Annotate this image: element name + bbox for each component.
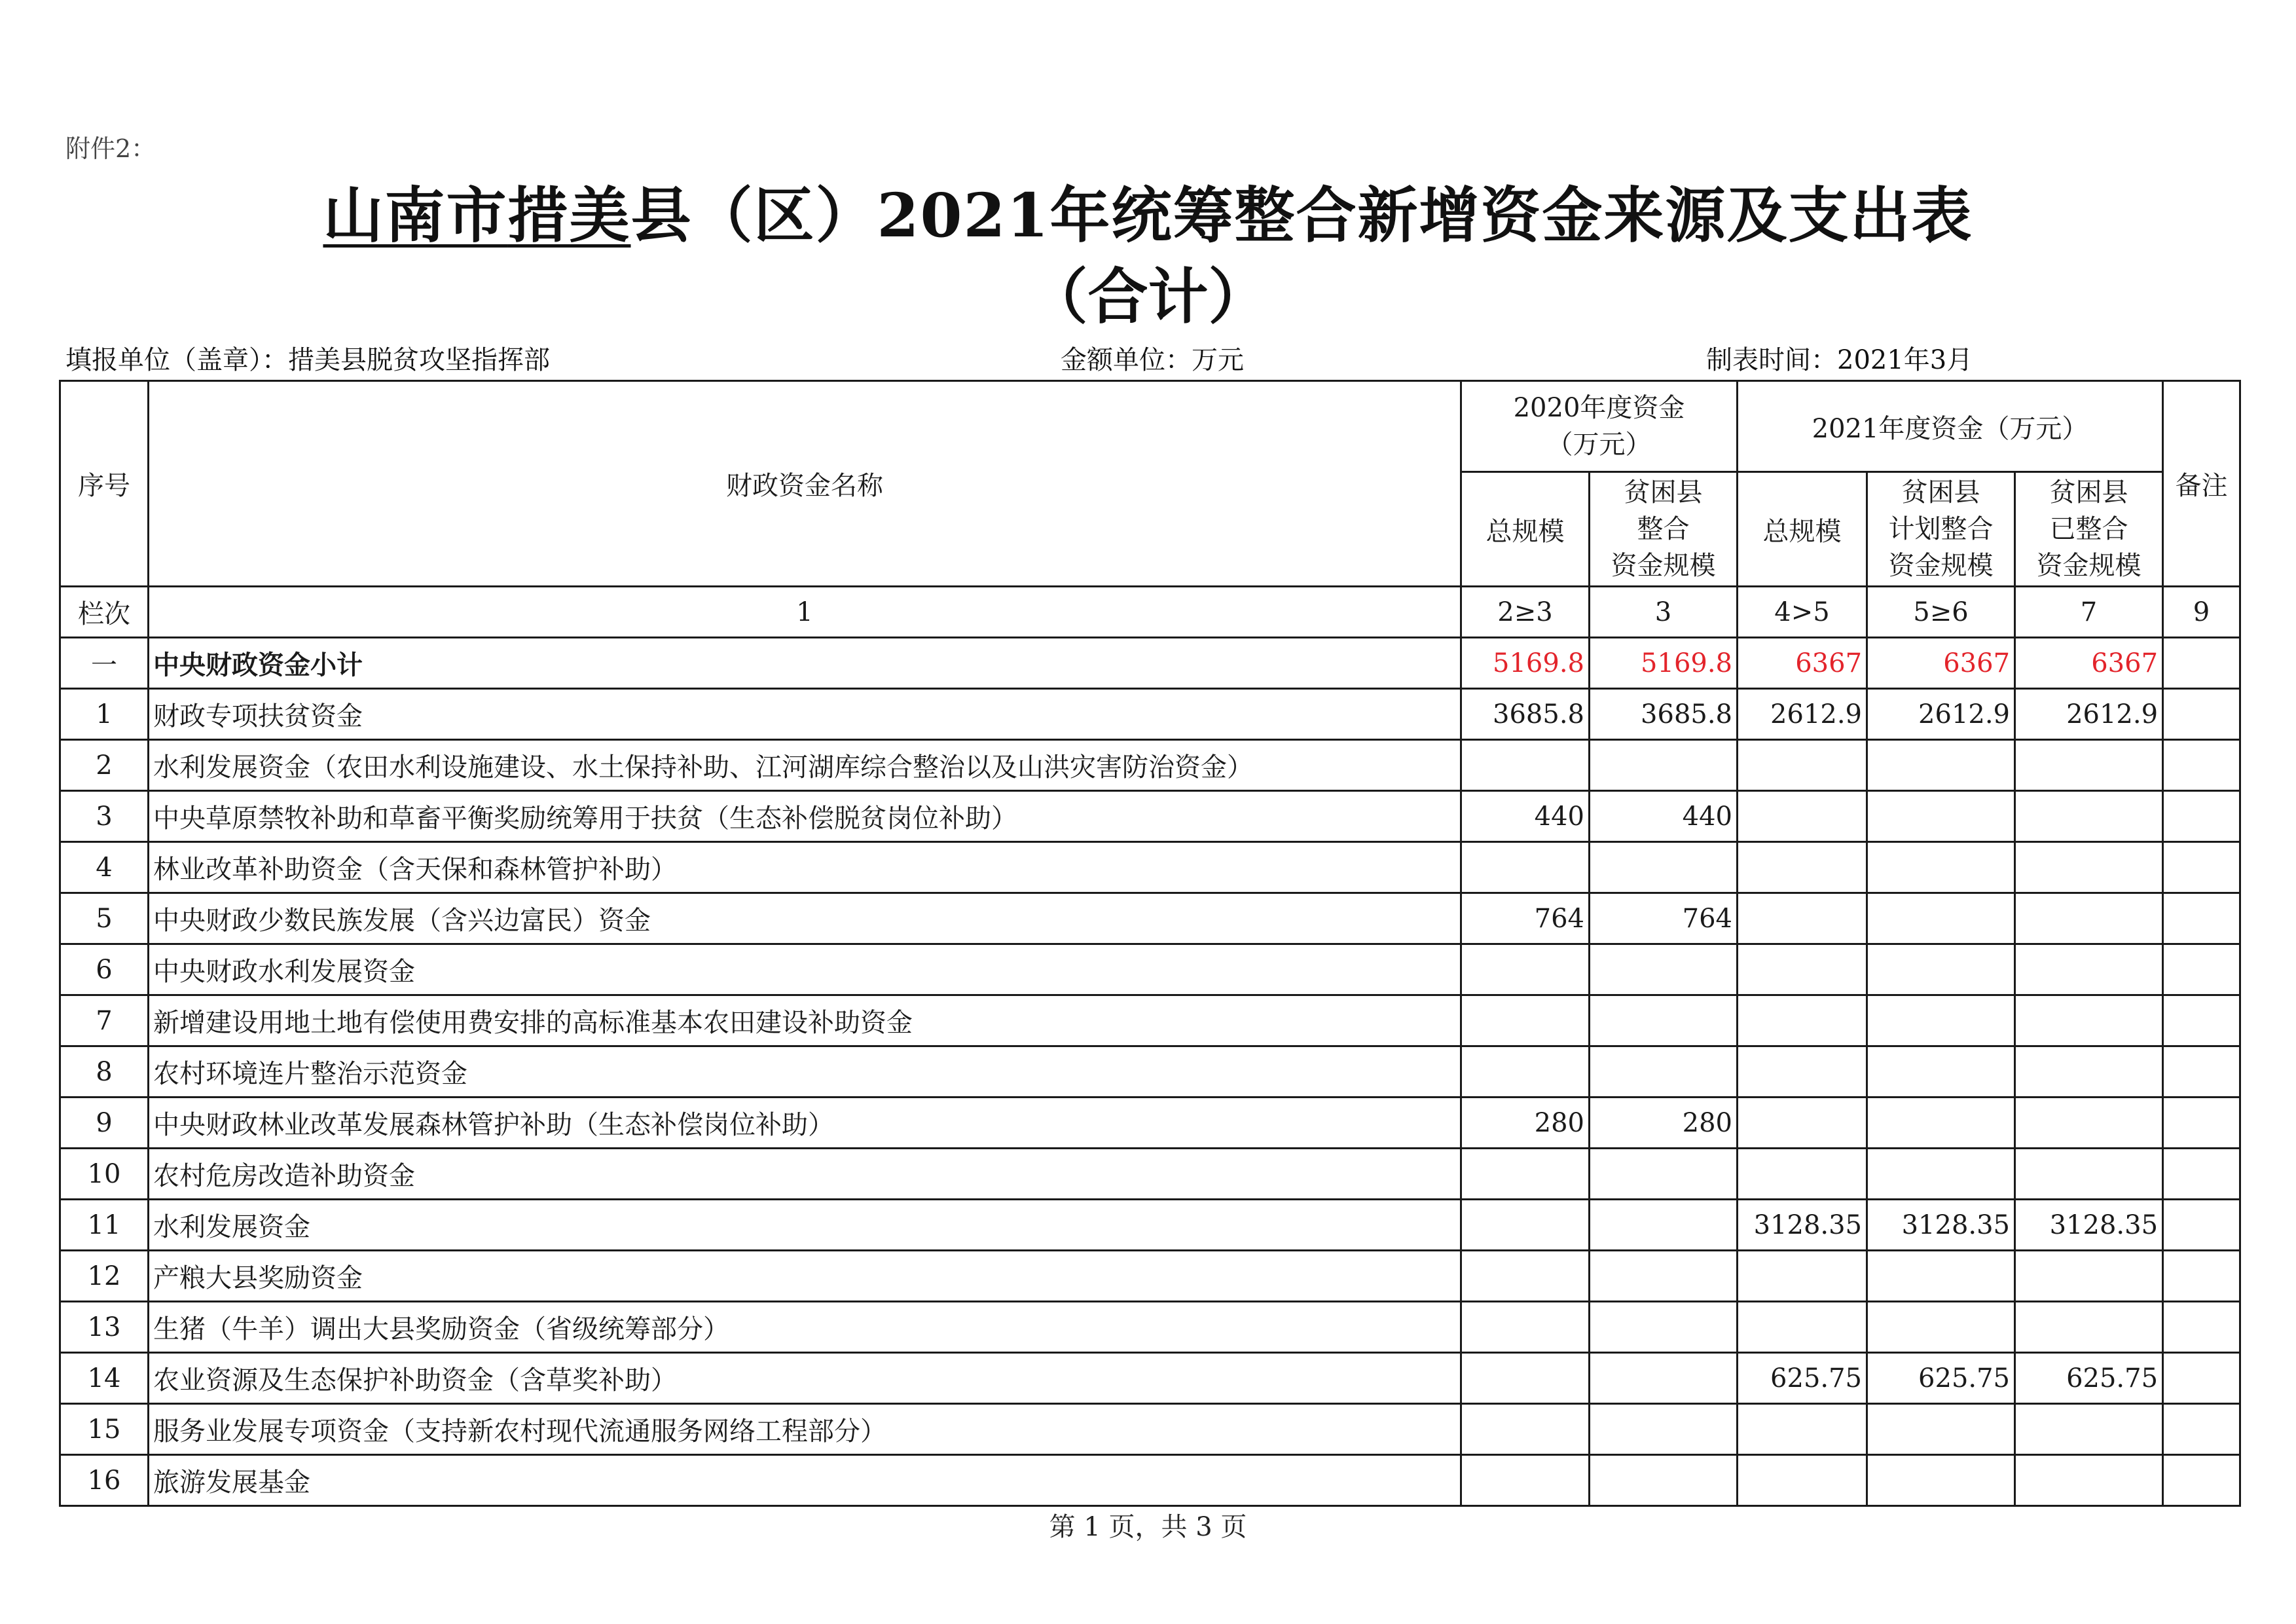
row-total-2021 bbox=[1738, 842, 1867, 893]
row-seq: 16 bbox=[60, 1455, 149, 1506]
header-seq: 序号 bbox=[60, 381, 149, 587]
table-row bbox=[60, 1404, 2240, 1455]
row-total-2020 bbox=[1461, 1455, 1590, 1506]
row-plan-2021 bbox=[1867, 1098, 2015, 1149]
row-remark bbox=[2163, 1302, 2240, 1353]
header-name: 财政资金名称 bbox=[149, 381, 1461, 587]
row-name: 中央草原禁牧补助和草畜平衡奖励统筹用于扶贫（生态补偿脱贫岗位补助） bbox=[149, 791, 1461, 842]
row-plan-2021 bbox=[1867, 944, 2015, 995]
row-remark bbox=[2163, 740, 2240, 791]
row-done-2021: 6367 bbox=[2015, 638, 2163, 689]
row-seq: 一 bbox=[60, 638, 149, 689]
row-remark bbox=[2163, 1098, 2240, 1149]
row-done-2021: 625.75 bbox=[2015, 1353, 2163, 1404]
table-row bbox=[60, 791, 2240, 842]
row-done-2021 bbox=[2015, 740, 2163, 791]
header-plan-l1: 贫困县 bbox=[1901, 477, 1980, 507]
row-seq: 5 bbox=[60, 893, 149, 944]
row-total-2021 bbox=[1738, 1046, 1867, 1098]
row-name: 农村环境连片整治示范资金 bbox=[149, 1046, 1461, 1098]
row-done-2021 bbox=[2015, 1302, 2163, 1353]
table-row bbox=[60, 1098, 2240, 1149]
row-name: 旅游发展基金 bbox=[149, 1455, 1461, 1506]
row-done-2021 bbox=[2015, 944, 2163, 995]
funds-table bbox=[59, 380, 2241, 1507]
row-remark bbox=[2163, 995, 2240, 1046]
table-row bbox=[60, 740, 2240, 791]
row-done-2021 bbox=[2015, 1046, 2163, 1098]
amount-unit: 金额单位：万元 bbox=[1061, 345, 1244, 375]
column-index-1: 1 bbox=[149, 587, 1461, 638]
row-remark bbox=[2163, 1251, 2240, 1302]
row-total-2021 bbox=[1738, 1404, 1867, 1455]
title-mid bbox=[507, 180, 630, 251]
row-total-2020 bbox=[1461, 1251, 1590, 1302]
row-total-2021 bbox=[1738, 944, 1867, 995]
row-name: 中央财政林业改革发展森林管护补助（生态补偿岗位补助） bbox=[149, 1098, 1461, 1149]
row-total-2020 bbox=[1461, 842, 1590, 893]
row-total-2021: 3128.35 bbox=[1738, 1200, 1867, 1251]
row-remark bbox=[2163, 791, 2240, 842]
row-plan-2021 bbox=[1867, 1404, 2015, 1455]
filing-unit: 填报单位（盖章）：措美县脱贫攻坚指挥部 bbox=[65, 345, 550, 375]
row-remark bbox=[2163, 944, 2240, 995]
row-seq: 15 bbox=[60, 1404, 149, 1455]
page-title bbox=[0, 168, 2296, 254]
row-poor-2020 bbox=[1590, 1149, 1738, 1200]
row-remark bbox=[2163, 1353, 2240, 1404]
row-total-2020 bbox=[1461, 995, 1590, 1046]
header-2020-l1: 2020年度资金 bbox=[1513, 393, 1685, 423]
row-seq: 10 bbox=[60, 1149, 149, 1200]
table-row bbox=[60, 842, 2240, 893]
header-plan-l2: 计划整合 bbox=[1888, 514, 1994, 544]
row-total-2021 bbox=[1738, 791, 1867, 842]
row-name: 中央财政资金小计 bbox=[149, 638, 1461, 689]
row-total-2020: 5169.8 bbox=[1461, 638, 1590, 689]
row-name: 林业改革补助资金（含天保和森林管护补助） bbox=[149, 842, 1461, 893]
row-name: 农业资源及生态保护补助资金（含草奖补助） bbox=[149, 1353, 1461, 1404]
row-done-2021 bbox=[2015, 842, 2163, 893]
row-total-2020 bbox=[1461, 740, 1590, 791]
row-remark bbox=[2163, 689, 2240, 740]
page-footer: 第 1 页，共 3 页 bbox=[1049, 1512, 1247, 1542]
row-plan-2021 bbox=[1867, 1455, 2015, 1506]
table-row bbox=[60, 1149, 2240, 1200]
header-done-l1: 贫困县 bbox=[2049, 477, 2128, 507]
row-poor-2020 bbox=[1590, 995, 1738, 1046]
table-row bbox=[60, 1046, 2240, 1098]
row-poor-2020: 440 bbox=[1590, 791, 1738, 842]
row-total-2021 bbox=[1738, 1302, 1867, 1353]
row-total-2021 bbox=[1738, 1251, 1867, 1302]
header-plan-l3: 资金规模 bbox=[1888, 551, 1994, 581]
row-poor-2020 bbox=[1590, 740, 1738, 791]
table-row bbox=[60, 1455, 2240, 1506]
header-plan-2021 bbox=[1867, 472, 2015, 587]
column-index-label: 栏次 bbox=[60, 587, 149, 638]
row-total-2020 bbox=[1461, 1404, 1590, 1455]
page-subtitle: （合计） bbox=[1027, 261, 1269, 332]
row-remark bbox=[2163, 1455, 2240, 1506]
row-done-2021 bbox=[2015, 1404, 2163, 1455]
row-total-2020 bbox=[1461, 1149, 1590, 1200]
header-remark: 备注 bbox=[2163, 381, 2240, 587]
title-rest: 县（区）2021年统筹整合新增资金来源及支出表 bbox=[630, 180, 1973, 251]
table-row bbox=[60, 944, 2240, 995]
row-plan-2021 bbox=[1867, 740, 2015, 791]
row-seq: 9 bbox=[60, 1098, 149, 1149]
row-plan-2021 bbox=[1867, 1251, 2015, 1302]
row-total-2021: 6367 bbox=[1738, 638, 1867, 689]
column-index-4: 4>5 bbox=[1738, 587, 1867, 638]
row-remark bbox=[2163, 1046, 2240, 1098]
table-row bbox=[60, 995, 2240, 1046]
header-done-l2: 已整合 bbox=[2049, 514, 2128, 544]
row-remark bbox=[2163, 638, 2240, 689]
row-remark bbox=[2163, 1200, 2240, 1251]
column-index-3: 3 bbox=[1590, 587, 1738, 638]
row-name: 中央财政水利发展资金 bbox=[149, 944, 1461, 995]
row-plan-2021: 625.75 bbox=[1867, 1353, 2015, 1404]
header-poor-2020-l2: 整合 bbox=[1637, 514, 1690, 544]
row-total-2020: 440 bbox=[1461, 791, 1590, 842]
table-row bbox=[60, 1353, 2240, 1404]
column-index-6: 7 bbox=[2015, 587, 2163, 638]
row-plan-2021 bbox=[1867, 842, 2015, 893]
row-plan-2021 bbox=[1867, 1046, 2015, 1098]
row-poor-2020 bbox=[1590, 842, 1738, 893]
row-done-2021 bbox=[2015, 1251, 2163, 1302]
row-remark bbox=[2163, 893, 2240, 944]
column-index-2: 2≥3 bbox=[1461, 587, 1590, 638]
row-name: 生猪（牛羊）调出大县奖励资金（省级统筹部分） bbox=[149, 1302, 1461, 1353]
row-total-2020 bbox=[1461, 1353, 1590, 1404]
column-index-7: 9 bbox=[2163, 587, 2240, 638]
row-poor-2020 bbox=[1590, 1455, 1738, 1506]
row-plan-2021: 6367 bbox=[1867, 638, 2015, 689]
row-name: 中央财政少数民族发展（含兴边富民）资金 bbox=[149, 893, 1461, 944]
row-seq: 14 bbox=[60, 1353, 149, 1404]
row-total-2021 bbox=[1738, 1098, 1867, 1149]
row-plan-2021: 3128.35 bbox=[1867, 1200, 2015, 1251]
row-done-2021: 2612.9 bbox=[2015, 689, 2163, 740]
row-name: 财政专项扶贫资金 bbox=[149, 689, 1461, 740]
row-total-2021 bbox=[1738, 995, 1867, 1046]
header-poor-2020 bbox=[1590, 472, 1738, 587]
row-seq: 4 bbox=[60, 842, 149, 893]
row-plan-2021 bbox=[1867, 1149, 2015, 1200]
row-plan-2021 bbox=[1867, 1302, 2015, 1353]
title-city: 山南市 bbox=[323, 180, 508, 251]
row-seq: 1 bbox=[60, 689, 149, 740]
row-seq: 11 bbox=[60, 1200, 149, 1251]
table-row bbox=[60, 638, 2240, 689]
table-row bbox=[60, 1302, 2240, 1353]
row-total-2020: 280 bbox=[1461, 1098, 1590, 1149]
row-seq: 12 bbox=[60, 1251, 149, 1302]
title-county: 措美 bbox=[507, 180, 631, 251]
row-poor-2020 bbox=[1590, 1046, 1738, 1098]
row-total-2021 bbox=[1738, 740, 1867, 791]
row-seq: 3 bbox=[60, 791, 149, 842]
row-poor-2020 bbox=[1590, 1353, 1738, 1404]
attachment-label: 附件2： bbox=[65, 134, 156, 163]
row-seq: 7 bbox=[60, 995, 149, 1046]
table-row bbox=[60, 1251, 2240, 1302]
header-2020 bbox=[1461, 381, 1738, 472]
row-seq: 6 bbox=[60, 944, 149, 995]
row-done-2021 bbox=[2015, 893, 2163, 944]
row-name: 农村危房改造补助资金 bbox=[149, 1149, 1461, 1200]
row-poor-2020: 280 bbox=[1590, 1098, 1738, 1149]
row-plan-2021 bbox=[1867, 791, 2015, 842]
row-poor-2020: 764 bbox=[1590, 893, 1738, 944]
header-done-l3: 资金规模 bbox=[2036, 551, 2141, 581]
header-done-2021 bbox=[2015, 472, 2163, 587]
row-done-2021 bbox=[2015, 995, 2163, 1046]
row-total-2020 bbox=[1461, 944, 1590, 995]
row-seq: 13 bbox=[60, 1302, 149, 1353]
header-2021: 2021年度资金（万元） bbox=[1738, 381, 2163, 472]
header-2020-l2: （万元） bbox=[1546, 430, 1652, 460]
row-done-2021: 3128.35 bbox=[2015, 1200, 2163, 1251]
header-row-1 bbox=[60, 381, 2240, 472]
column-index-row bbox=[60, 587, 2240, 638]
row-poor-2020 bbox=[1590, 1302, 1738, 1353]
row-done-2021 bbox=[2015, 1149, 2163, 1200]
row-poor-2020: 3685.8 bbox=[1590, 689, 1738, 740]
table-row bbox=[60, 689, 2240, 740]
row-total-2020 bbox=[1461, 1200, 1590, 1251]
table-date: 制表时间：2021年3月 bbox=[1706, 345, 1973, 375]
row-total-2020: 3685.8 bbox=[1461, 689, 1590, 740]
row-remark bbox=[2163, 1149, 2240, 1200]
row-total-2021 bbox=[1738, 1149, 1867, 1200]
row-plan-2021: 2612.9 bbox=[1867, 689, 2015, 740]
row-poor-2020 bbox=[1590, 1251, 1738, 1302]
row-done-2021 bbox=[2015, 1098, 2163, 1149]
row-name: 新增建设用地土地有偿使用费安排的高标准基本农田建设补助资金 bbox=[149, 995, 1461, 1046]
row-name: 产粮大县奖励资金 bbox=[149, 1251, 1461, 1302]
row-remark bbox=[2163, 1404, 2240, 1455]
row-name: 服务业发展专项资金（支持新农村现代流通服务网络工程部分） bbox=[149, 1404, 1461, 1455]
row-done-2021 bbox=[2015, 1455, 2163, 1506]
row-total-2021: 2612.9 bbox=[1738, 689, 1867, 740]
column-index-5: 5≥6 bbox=[1867, 587, 2015, 638]
row-name: 水利发展资金（农田水利设施建设、水土保持补助、江河湖库综合整治以及山洪灾害防治资金） bbox=[149, 740, 1461, 791]
row-seq: 8 bbox=[60, 1046, 149, 1098]
row-total-2020 bbox=[1461, 1302, 1590, 1353]
row-total-2021: 625.75 bbox=[1738, 1353, 1867, 1404]
header-poor-2020-l1: 贫困县 bbox=[1624, 477, 1703, 507]
row-total-2021 bbox=[1738, 893, 1867, 944]
table-row bbox=[60, 893, 2240, 944]
header-poor-2020-l3: 资金规模 bbox=[1611, 551, 1716, 581]
row-total-2021 bbox=[1738, 1455, 1867, 1506]
row-total-2020: 764 bbox=[1461, 893, 1590, 944]
row-plan-2021 bbox=[1867, 995, 2015, 1046]
row-done-2021 bbox=[2015, 791, 2163, 842]
row-name: 水利发展资金 bbox=[149, 1200, 1461, 1251]
row-remark bbox=[2163, 842, 2240, 893]
row-plan-2021 bbox=[1867, 893, 2015, 944]
row-poor-2020: 5169.8 bbox=[1590, 638, 1738, 689]
row-poor-2020 bbox=[1590, 1200, 1738, 1251]
table-row bbox=[60, 1200, 2240, 1251]
header-total-2021: 总规模 bbox=[1738, 472, 1867, 587]
row-poor-2020 bbox=[1590, 944, 1738, 995]
row-total-2020 bbox=[1461, 1046, 1590, 1098]
row-seq: 2 bbox=[60, 740, 149, 791]
header-total-2020: 总规模 bbox=[1461, 472, 1590, 587]
row-poor-2020 bbox=[1590, 1404, 1738, 1455]
